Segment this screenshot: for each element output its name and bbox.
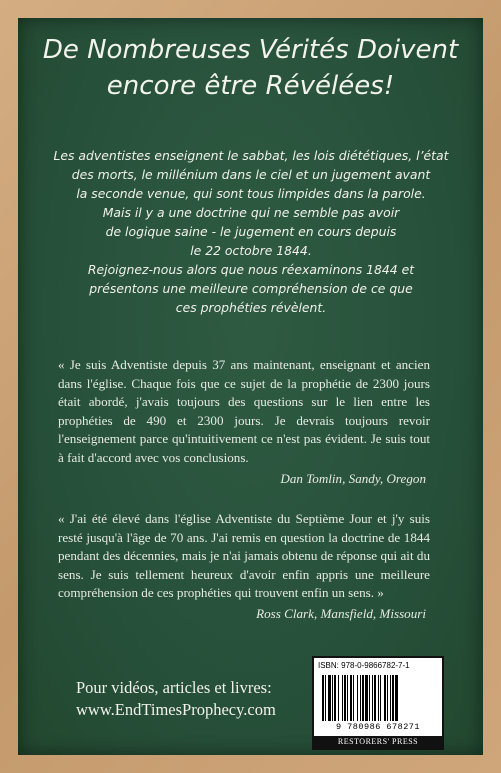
cta-line-1: Pour vidéos, articles et livres: [76, 678, 272, 697]
testimonial-1 [58, 356, 430, 488]
testimonial-author: Dan Tomlin, Sandy, Oregon [280, 470, 426, 486]
testimonial-text: « J'ai été élevé dans l'église Adventiste du Septième Jour et j'y suis resté jusqu'à l'âge de 70 ans. J'ai remis en question la doctrine de 1844 pendant des décennies, mais je n'ai jamais obtenu de réponse qui ait du sens. Je suis tellement heureux d'avoir enfin appris une meilleure compréhension de ces prophéties qui trouvent enfin un sens. » [58, 511, 430, 601]
intro-line: des morts, le millénium dans le ciel et un jugement avant [71, 167, 431, 182]
website-link[interactable]: www.EndTimesProphecy.com [76, 700, 276, 719]
intro-line: le 22 octobre 1844. [190, 243, 312, 258]
isbn-barcode-box [312, 656, 444, 750]
intro-paragraph [46, 146, 456, 317]
call-to-action [76, 677, 276, 721]
testimonial-2 [58, 510, 430, 624]
testimonial-author: Ross Clark, Mansfield, Missouri [256, 605, 426, 621]
barcode-icon [322, 675, 434, 721]
intro-line: présentons une meilleure compréhension de ce que [89, 281, 413, 296]
isbn-digits: 9 780986 678271 [335, 722, 420, 732]
intro-line: Rejoignez-nous alors que nous réexaminons 1844 et [87, 262, 415, 277]
intro-line: ces prophéties révèlent. [175, 300, 327, 315]
testimonial-text: « Je suis Adventiste depuis 37 ans maintenant, enseignant et ancien dans l'église. Chaque fois que ce sujet de la prophétie de 2300 jours était abordé, j'avais toujours des questions sur le lien entre les prophéties de 490 et 2300 jours. Je devrais toujours revoir l'enseignement parce qu'intuitivement ce n'est pas évident. Je suis tout à fait d'accord avec vos conclusions. [58, 357, 430, 465]
publisher-name: RESTORERS' PRESS [314, 736, 442, 748]
headline-line-2: encore être Révélées! [106, 71, 395, 101]
intro-line: la seconde venue, qui sont tous limpides dans la parole. [76, 186, 426, 201]
intro-line: Les adventistes enseignent le sabbat, les lois diététiques, l’état [53, 148, 449, 163]
intro-line: de logique saine - le jugement en cours depuis [105, 224, 397, 239]
headline [18, 32, 483, 104]
intro-line: Mais il y a une doctrine qui ne semble pas avoir [102, 205, 400, 220]
isbn-label: ISBN: 978-0-9866782-7-1 [318, 661, 410, 670]
headline-line-1: De Nombreuses Vérités Doivent [42, 35, 459, 65]
